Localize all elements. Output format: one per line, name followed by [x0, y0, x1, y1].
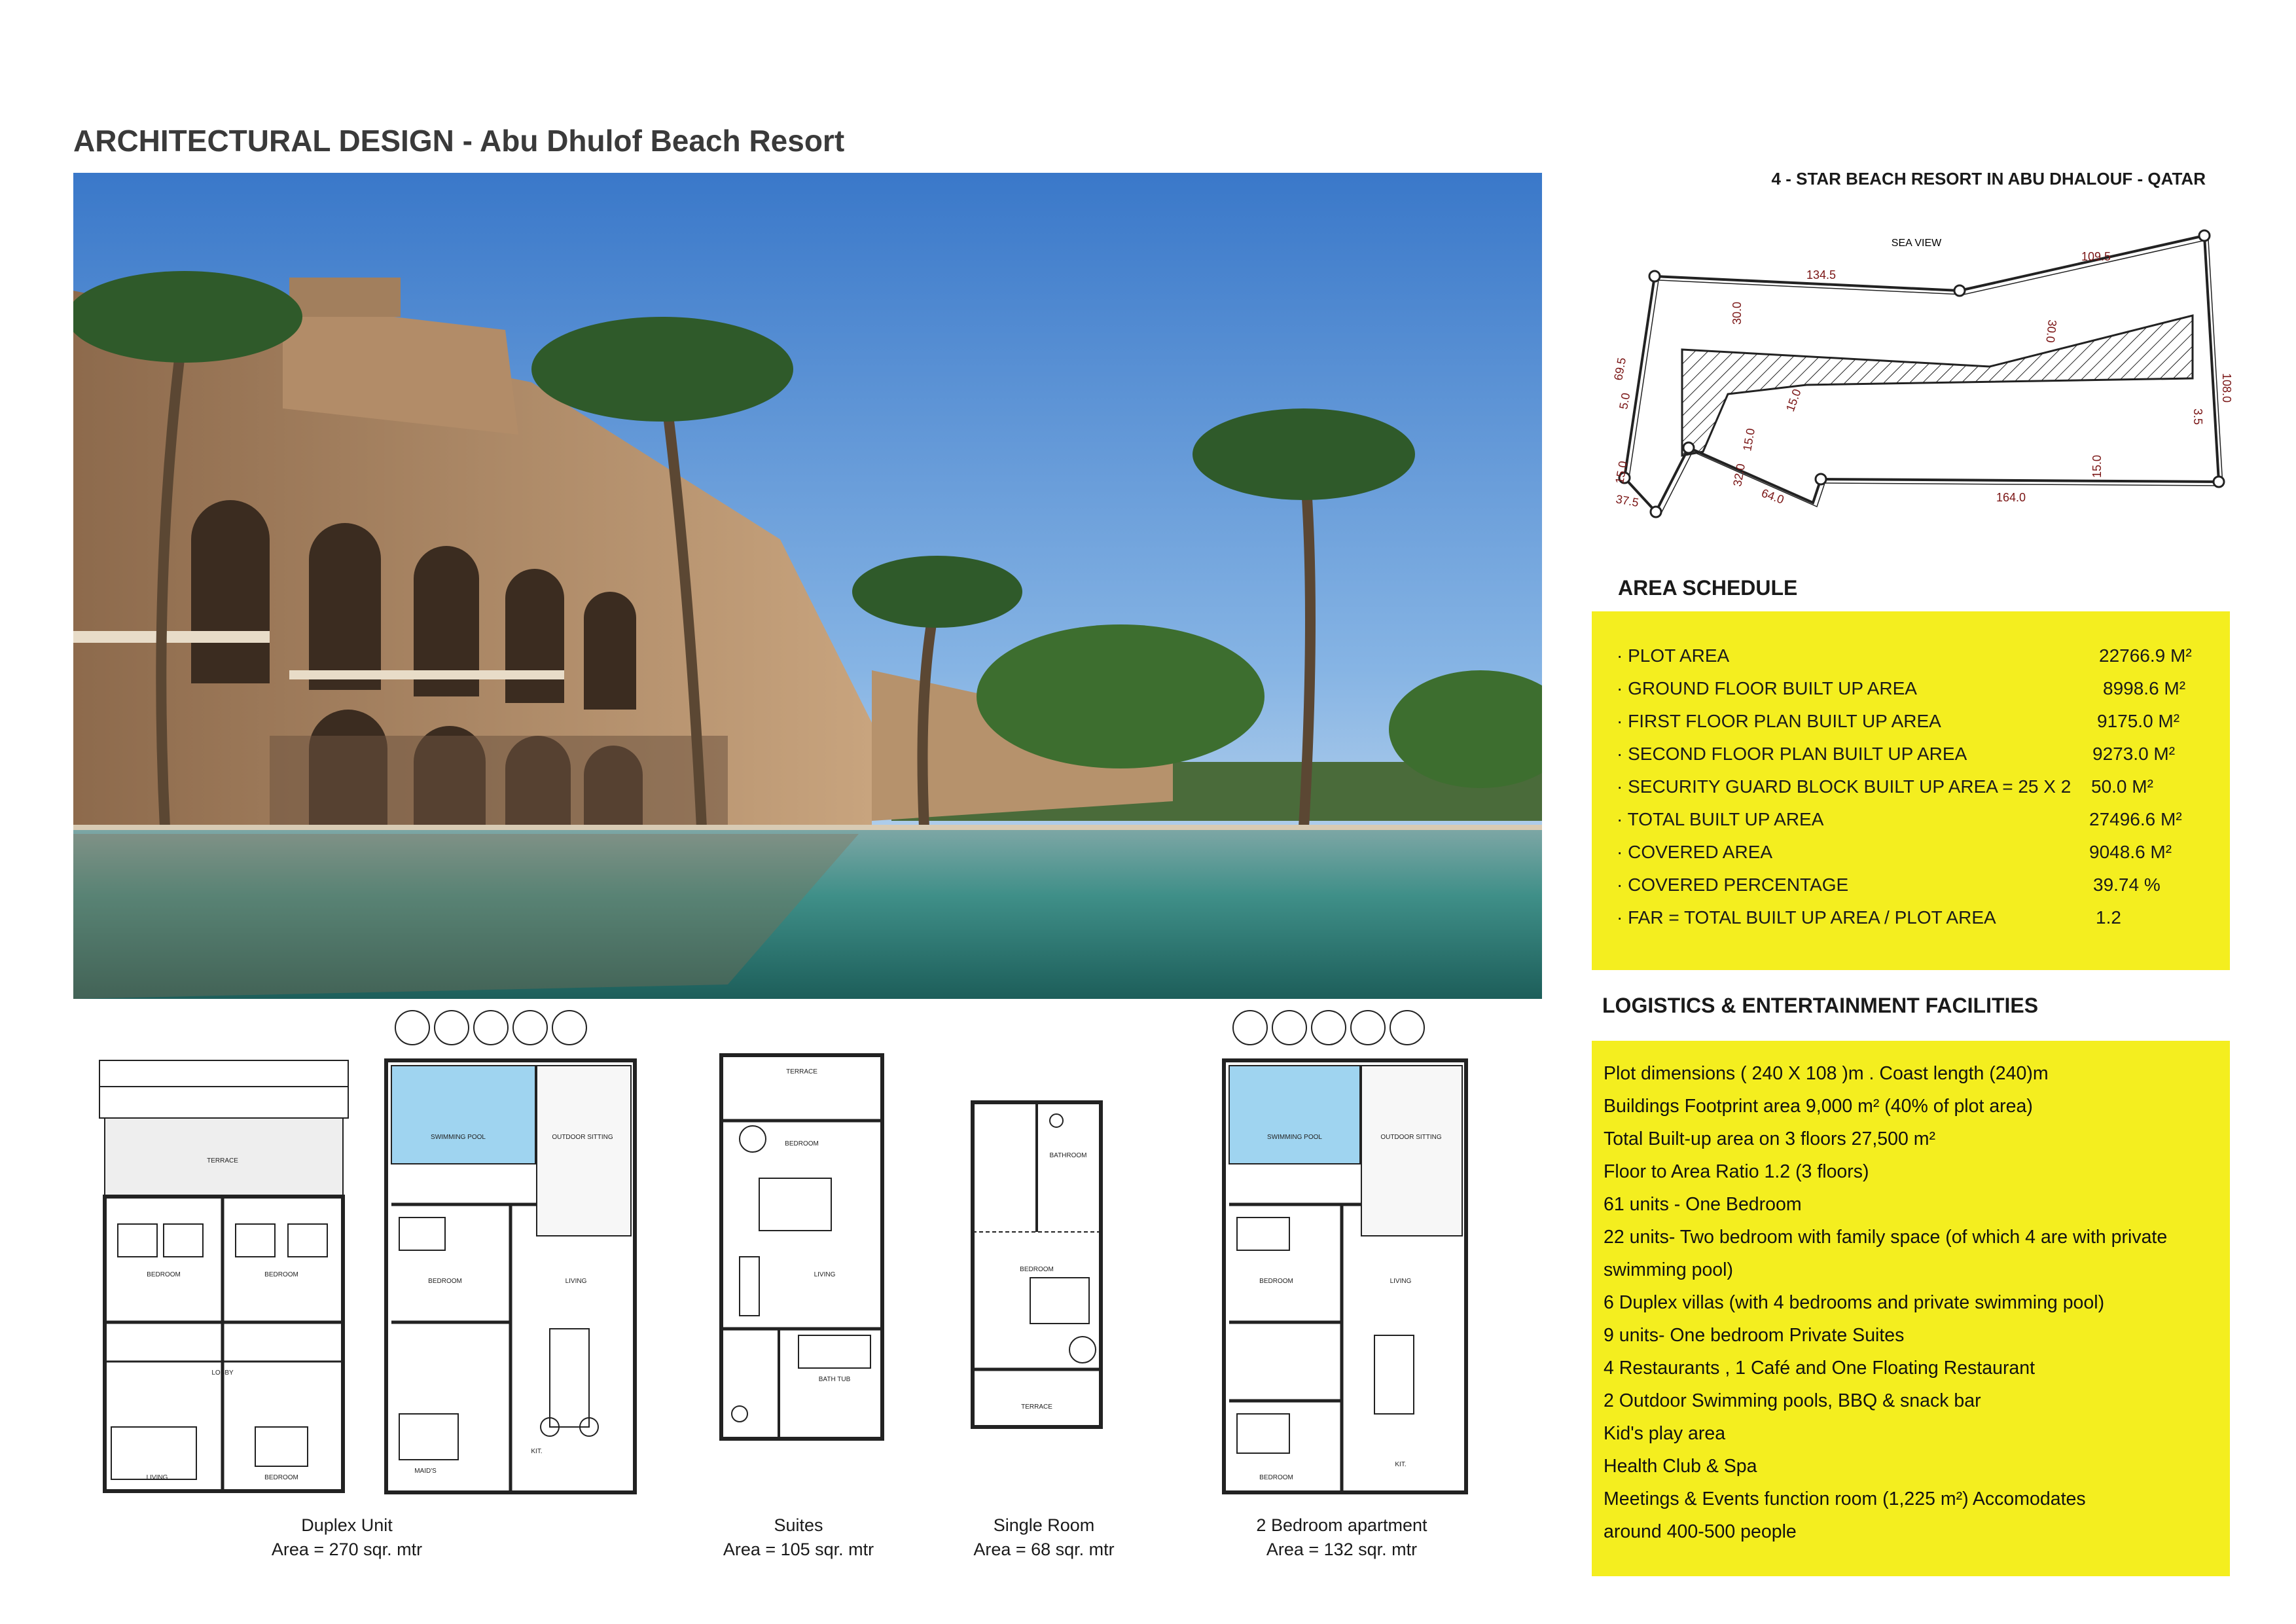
area-row-label: · COVERED PERCENTAGE: [1617, 875, 1849, 895]
logistics-item: 61 units - One Bedroom: [1604, 1194, 1802, 1215]
area-row-label: · SECURITY GUARD BLOCK BUILT UP AREA = 25 X 2: [1617, 776, 2072, 797]
dim-label: 3.5: [2191, 408, 2204, 425]
plan-caption-2-bedroom: [1234, 1513, 1450, 1562]
room-label: OUTDOOR SITTING: [1380, 1134, 1442, 1141]
area-row-value: 9273.0 M²: [2092, 744, 2176, 764]
room-label: OUTDOOR SITTING: [552, 1134, 613, 1141]
plan-name: Single Room: [993, 1515, 1095, 1535]
area-row-value: 50.0 M²: [2091, 776, 2153, 797]
area-row-label: · PLOT AREA: [1617, 645, 1730, 666]
resort-rendering: [73, 173, 1542, 999]
dim-label: 37.5: [1615, 492, 1640, 510]
plan-area: Area = 270 sqr. mtr: [271, 1540, 423, 1559]
plan-area: Area = 105 sqr. mtr: [723, 1540, 874, 1559]
room-label: BATH TUB: [818, 1376, 851, 1383]
logistics-item: 2 Outdoor Swimming pools, BBQ & snack bar: [1604, 1390, 1981, 1411]
room-label: KIT.: [1395, 1461, 1407, 1468]
area-row-label: · FIRST FLOOR PLAN BUILT UP AREA: [1617, 711, 1941, 731]
single-room-plan: [965, 1094, 1109, 1435]
two-bedroom-apartment-plan: [1211, 1008, 1473, 1512]
plan-name: 2 Bedroom apartment: [1256, 1515, 1427, 1535]
room-label: TERRACE: [1021, 1403, 1052, 1411]
dim-label: 5.0: [1617, 391, 1633, 410]
area-row-value: 9048.6 M²: [2089, 842, 2172, 862]
duplex-unit-plan: [92, 1008, 641, 1512]
room-label: TERRACE: [207, 1157, 238, 1164]
dim-label: 109.5: [2081, 250, 2111, 263]
dim-label: 15.0: [2090, 454, 2104, 478]
room-label: BEDROOM: [1020, 1266, 1054, 1273]
room-label: LIVING: [146, 1474, 168, 1481]
logistics-list: [1592, 1041, 2230, 1576]
room-label: BEDROOM: [1259, 1278, 1293, 1285]
suites-plan: [713, 1047, 890, 1447]
logistics-item: 9 units- One bedroom Private Suites: [1604, 1325, 1905, 1346]
room-label: TERRACE: [786, 1068, 817, 1075]
room-label: SWIMMING POOL: [1267, 1134, 1322, 1141]
logistics-heading: LOGISTICS & ENTERTAINMENT FACILITIES: [1602, 994, 2039, 1017]
dim-label: 64.0: [1759, 486, 1786, 507]
area-row-value: 27496.6 M²: [2089, 809, 2182, 829]
plan-caption-single-room: [949, 1513, 1139, 1562]
dim-label: 69.5: [1611, 356, 1629, 382]
logistics-item: swimming pool): [1604, 1259, 1733, 1280]
area-row-value: 9175.0 M²: [2097, 711, 2180, 731]
logistics-item: Buildings Footprint area 9,000 m² (40% of plot area): [1604, 1096, 2033, 1117]
logistics-item: Floor to Area Ratio 1.2 (3 floors): [1604, 1161, 1869, 1182]
room-label: BATHROOM: [1049, 1152, 1087, 1159]
area-row-label: · GROUND FLOOR BUILT UP AREA: [1617, 678, 1917, 698]
dim-label: 15.0: [1783, 387, 1804, 414]
plan-name: Duplex Unit: [301, 1515, 393, 1535]
logistics-item: 4 Restaurants , 1 Café and One Floating Restaurant: [1604, 1358, 2036, 1379]
dim-label: 30.0: [2043, 319, 2059, 344]
area-row-label: · TOTAL BUILT UP AREA: [1617, 809, 1824, 829]
room-label: BEDROOM: [264, 1271, 298, 1278]
room-label: BEDROOM: [147, 1271, 181, 1278]
area-row-value: 1.2: [2096, 907, 2121, 928]
dim-label: 30.0: [1731, 301, 1744, 325]
room-label: LIVING: [814, 1271, 836, 1278]
logistics-item: 22 units- Two bedroom with family space (of which 4 are with private: [1604, 1227, 2168, 1248]
dim-label: 15.0: [1740, 427, 1758, 452]
room-label: LIVING: [565, 1278, 587, 1285]
logistics-item: Meetings & Events function room (1,225 m²) Accomodates: [1604, 1489, 2086, 1509]
sea-view-label: SEA VIEW: [1891, 238, 1942, 249]
area-schedule-table: [1592, 611, 2230, 970]
plan-area: Area = 68 sqr. mtr: [973, 1540, 1115, 1559]
plan-area: Area = 132 sqr. mtr: [1266, 1540, 1418, 1559]
logistics-item: Plot dimensions ( 240 X 108 )m . Coast length (240)m: [1604, 1063, 2049, 1084]
room-label: KIT.: [531, 1448, 543, 1455]
area-row-value: 8998.6 M²: [2103, 678, 2186, 698]
area-row-label: · SECOND FLOOR PLAN BUILT UP AREA: [1617, 744, 1967, 764]
project-subtitle: 4 - STAR BEACH RESORT IN ABU DHALOUF - QATAR: [1771, 169, 2206, 189]
plan-name: Suites: [774, 1515, 823, 1535]
dim-label: 15.0: [1613, 460, 1630, 485]
plan-caption-duplex: [249, 1513, 445, 1562]
room-label: BEDROOM: [1259, 1474, 1293, 1481]
logistics-item: Total Built-up area on 3 floors 27,500 m²: [1604, 1128, 1935, 1149]
area-row-value: 39.74 %: [2093, 875, 2161, 895]
area-row-value: 22766.9 M²: [2099, 645, 2192, 666]
page-title: ARCHITECTURAL DESIGN - Abu Dhulof Beach Resort: [73, 124, 845, 158]
plan-caption-suites: [700, 1513, 897, 1562]
logistics-item: 6 Duplex villas (with 4 bedrooms and private swimming pool): [1604, 1292, 2105, 1313]
dim-label: 164.0: [1996, 491, 2026, 504]
room-label: BEDROOM: [428, 1278, 462, 1285]
room-label: BEDROOM: [785, 1140, 819, 1147]
dim-label: 108.0: [2220, 373, 2232, 403]
logistics-item: Kid's play area: [1604, 1423, 1726, 1444]
room-label: LIVING: [1390, 1278, 1412, 1285]
site-plan: [1564, 209, 2232, 524]
room-label: MAID'S: [414, 1468, 437, 1475]
dim-label: 32.0: [1731, 462, 1748, 488]
room-label: SWIMMING POOL: [431, 1134, 486, 1141]
dim-label: 134.5: [1806, 268, 1837, 281]
area-row-label: · FAR = TOTAL BUILT UP AREA / PLOT AREA: [1617, 907, 1996, 928]
area-row-label: · COVERED AREA: [1617, 842, 1773, 862]
room-label: LOBBY: [211, 1369, 234, 1377]
logistics-item: around 400-500 people: [1604, 1521, 1797, 1542]
logistics-item: Health Club & Spa: [1604, 1456, 1757, 1477]
room-label: BEDROOM: [264, 1474, 298, 1481]
area-schedule-heading: AREA SCHEDULE: [1618, 576, 1798, 600]
